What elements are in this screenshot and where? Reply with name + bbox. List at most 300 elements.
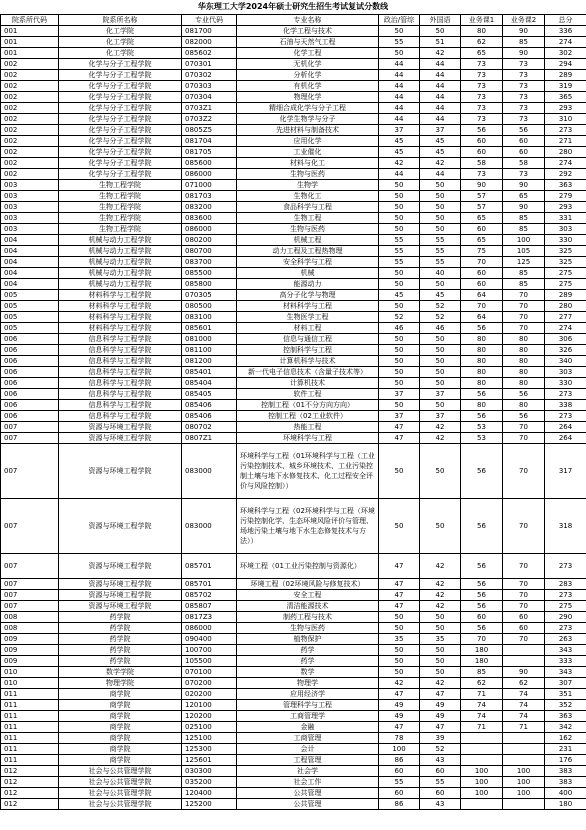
dept-name-cell: 信息科学与工程学院 — [59, 356, 182, 367]
dept-code-cell: 007 — [1, 601, 59, 612]
subject1-score-cell: 60 — [461, 224, 503, 235]
dept-code-cell: 010 — [1, 667, 59, 678]
subject1-score-cell: 64 — [461, 290, 503, 301]
dept-name-cell: 化学与分子工程学院 — [59, 92, 182, 103]
dept-name-cell: 化学与分子工程学院 — [59, 103, 182, 114]
language-score-cell: 44 — [420, 81, 461, 92]
major-code-cell: 085406 — [182, 411, 237, 422]
politics-score-cell: 60 — [379, 788, 420, 799]
dept-code-cell: 012 — [1, 799, 59, 810]
table-row — [1, 323, 586, 334]
major-code-cell: 080700 — [182, 246, 237, 257]
politics-score-cell: 47 — [379, 689, 420, 700]
subject2-score-cell: 70 — [503, 499, 545, 554]
table-row — [1, 656, 586, 667]
total-score-cell: 310 — [545, 114, 586, 125]
politics-score-cell: 50 — [379, 301, 420, 312]
dept-name-cell: 机械与动力工程学院 — [59, 257, 182, 268]
major-code-cell: 081200 — [182, 356, 237, 367]
dept-code-cell: 006 — [1, 411, 59, 422]
major-name-cell: 生物化工 — [237, 191, 379, 202]
politics-score-cell: 60 — [379, 766, 420, 777]
language-score-cell: 50 — [420, 202, 461, 213]
politics-score-cell: 35 — [379, 634, 420, 645]
subject1-score-cell — [461, 744, 503, 755]
dept-code-cell: 007 — [1, 422, 59, 433]
subject2-score-cell: 73 — [503, 59, 545, 70]
table-row — [1, 678, 586, 689]
politics-score-cell: 42 — [379, 678, 420, 689]
total-score-cell: 290 — [545, 612, 586, 623]
politics-score-cell: 44 — [379, 81, 420, 92]
subject1-score-cell: 56 — [461, 499, 503, 554]
major-name-cell: 公共管理 — [237, 788, 379, 799]
table-row — [1, 689, 586, 700]
major-name-cell: 环境科学与工程（02环境科学与工程（环境污染控制化学、生态环境风险评价与管理、场地污染土壤与地下水生态修复技术与方法）） — [237, 499, 379, 554]
subject1-score-cell: 73 — [461, 59, 503, 70]
dept-name-cell: 机械与动力工程学院 — [59, 268, 182, 279]
major-name-cell: 环境科学与工程（01环境科学与工程（工业污染控制技术、城乡环境技术、工业污染控制土壤与地下水修复技术、化工过程安全评价与风险控制）） — [237, 444, 379, 499]
major-code-cell: 071000 — [182, 180, 237, 191]
politics-score-cell: 37 — [379, 411, 420, 422]
table-row — [1, 444, 586, 499]
major-code-cell: 083100 — [182, 312, 237, 323]
major-code-cell: 085401 — [182, 367, 237, 378]
subject2-score-cell: 90 — [503, 26, 545, 37]
language-score-cell: 52 — [420, 312, 461, 323]
major-name-cell: 机械 — [237, 268, 379, 279]
dept-name-cell: 信息科学与工程学院 — [59, 367, 182, 378]
major-code-cell: 105500 — [182, 656, 237, 667]
subject2-score-cell: 100 — [503, 766, 545, 777]
politics-score-cell: 50 — [379, 224, 420, 235]
language-score-cell: 42 — [420, 158, 461, 169]
total-score-cell: 264 — [545, 422, 586, 433]
dept-code-cell: 011 — [1, 711, 59, 722]
subject2-score-cell: 60 — [503, 612, 545, 623]
major-code-cell: 070303 — [182, 81, 237, 92]
dept-code-cell: 005 — [1, 290, 59, 301]
major-name-cell: 先进材料与制备技术 — [237, 125, 379, 136]
table-row — [1, 733, 586, 744]
subject1-score-cell: 56 — [461, 623, 503, 634]
column-header: 总分 — [545, 15, 586, 26]
dept-name-cell: 药学院 — [59, 656, 182, 667]
column-header: 业务课2 — [503, 15, 545, 26]
politics-score-cell: 50 — [379, 356, 420, 367]
subject1-score-cell: 56 — [461, 411, 503, 422]
table-row — [1, 180, 586, 191]
subject2-score-cell: 74 — [503, 700, 545, 711]
major-name-cell: 分析化学 — [237, 70, 379, 81]
subject1-score-cell: 70 — [461, 301, 503, 312]
total-score-cell: 292 — [545, 169, 586, 180]
subject1-score-cell — [461, 755, 503, 766]
major-code-cell: 083700 — [182, 257, 237, 268]
dept-name-cell: 化工学院 — [59, 48, 182, 59]
dept-name-cell: 生物工程学院 — [59, 202, 182, 213]
major-code-cell: 070301 — [182, 59, 237, 70]
major-code-cell: 085807 — [182, 601, 237, 612]
major-code-cell: 081705 — [182, 147, 237, 158]
subject2-score-cell: 70 — [503, 601, 545, 612]
major-name-cell: 工商管理学 — [237, 711, 379, 722]
language-score-cell: 42 — [420, 590, 461, 601]
politics-score-cell: 42 — [379, 158, 420, 169]
subject2-score-cell: 80 — [503, 356, 545, 367]
total-score-cell: 263 — [545, 634, 586, 645]
subject2-score-cell: 70 — [503, 579, 545, 590]
table-row — [1, 422, 586, 433]
subject1-score-cell: 80 — [461, 400, 503, 411]
language-score-cell: 37 — [420, 125, 461, 136]
politics-score-cell: 45 — [379, 136, 420, 147]
major-name-cell: 药学 — [237, 645, 379, 656]
major-name-cell: 药学 — [237, 656, 379, 667]
dept-name-cell: 商学院 — [59, 722, 182, 733]
total-score-cell: 342 — [545, 722, 586, 733]
dept-name-cell: 信息科学与工程学院 — [59, 334, 182, 345]
total-score-cell: 330 — [545, 378, 586, 389]
subject1-score-cell: 64 — [461, 312, 503, 323]
table-row — [1, 667, 586, 678]
subject1-score-cell: 57 — [461, 191, 503, 202]
subject2-score-cell: 70 — [503, 590, 545, 601]
major-code-cell: 081704 — [182, 136, 237, 147]
total-score-cell: 273 — [545, 125, 586, 136]
subject1-score-cell: 65 — [461, 213, 503, 224]
language-score-cell: 50 — [420, 367, 461, 378]
dept-name-cell: 生物工程学院 — [59, 213, 182, 224]
politics-score-cell: 50 — [379, 378, 420, 389]
total-score-cell: 180 — [545, 799, 586, 810]
total-score-cell: 319 — [545, 81, 586, 92]
subject1-score-cell: 80 — [461, 356, 503, 367]
dept-code-cell: 011 — [1, 733, 59, 744]
major-code-cell: 070100 — [182, 667, 237, 678]
subject2-score-cell — [503, 733, 545, 744]
subject2-score-cell: 58 — [503, 158, 545, 169]
language-score-cell: 50 — [420, 645, 461, 656]
subject2-score-cell: 62 — [503, 678, 545, 689]
language-score-cell: 55 — [420, 777, 461, 788]
document-title: 华东理工大学2024年硕士研究生招生考试复试分数线 — [197, 2, 389, 11]
table-row — [1, 612, 586, 623]
language-score-cell: 60 — [420, 788, 461, 799]
total-score-cell: 162 — [545, 733, 586, 744]
language-score-cell: 50 — [420, 378, 461, 389]
subject2-score-cell: 100 — [503, 777, 545, 788]
politics-score-cell: 50 — [379, 202, 420, 213]
dept-code-cell: 009 — [1, 645, 59, 656]
dept-name-cell: 物理学院 — [59, 678, 182, 689]
major-code-cell: 020200 — [182, 689, 237, 700]
dept-name-cell: 社会与公共管理学院 — [59, 766, 182, 777]
dept-name-cell: 化学与分子工程学院 — [59, 147, 182, 158]
major-code-cell: 0703Z1 — [182, 103, 237, 114]
major-code-cell: 085601 — [182, 323, 237, 334]
subject1-score-cell: 56 — [461, 554, 503, 579]
dept-code-cell: 011 — [1, 755, 59, 766]
language-score-cell: 42 — [420, 422, 461, 433]
major-code-cell: 083200 — [182, 202, 237, 213]
dept-name-cell: 材料科学与工程学院 — [59, 301, 182, 312]
table-row — [1, 213, 586, 224]
language-score-cell: 44 — [420, 114, 461, 125]
total-score-cell: 280 — [545, 147, 586, 158]
major-code-cell: 085800 — [182, 279, 237, 290]
total-score-cell: 338 — [545, 400, 586, 411]
language-score-cell: 50 — [420, 444, 461, 499]
subject2-score-cell: 80 — [503, 334, 545, 345]
major-name-cell: 食品科学与工程 — [237, 202, 379, 213]
dept-code-cell: 007 — [1, 444, 59, 499]
subject2-score-cell: 70 — [503, 433, 545, 444]
subject1-score-cell: 180 — [461, 645, 503, 656]
table-body — [1, 26, 586, 810]
major-code-cell: 070302 — [182, 70, 237, 81]
table-row — [1, 378, 586, 389]
major-code-cell: 0703Z2 — [182, 114, 237, 125]
total-score-cell: 176 — [545, 755, 586, 766]
table-row — [1, 766, 586, 777]
major-code-cell: 086000 — [182, 169, 237, 180]
major-code-cell: 085702 — [182, 590, 237, 601]
subject1-score-cell: 80 — [461, 26, 503, 37]
major-name-cell: 生物与医药 — [237, 623, 379, 634]
politics-score-cell: 55 — [379, 257, 420, 268]
language-score-cell: 50 — [420, 667, 461, 678]
subject2-score-cell — [503, 799, 545, 810]
total-score-cell: 302 — [545, 48, 586, 59]
dept-code-cell: 004 — [1, 235, 59, 246]
language-score-cell: 44 — [420, 59, 461, 70]
total-score-cell: 330 — [545, 235, 586, 246]
major-name-cell: 信息与通信工程 — [237, 334, 379, 345]
subject1-score-cell: 100 — [461, 766, 503, 777]
total-score-cell: 352 — [545, 700, 586, 711]
table-row — [1, 202, 586, 213]
dept-code-cell: 002 — [1, 70, 59, 81]
subject1-score-cell: 70 — [461, 634, 503, 645]
total-score-cell: 307 — [545, 678, 586, 689]
table-row — [1, 290, 586, 301]
table-row — [1, 554, 586, 579]
table-row — [1, 722, 586, 733]
table-row — [1, 312, 586, 323]
table-row — [1, 356, 586, 367]
subject1-score-cell: 60 — [461, 268, 503, 279]
politics-score-cell: 50 — [379, 656, 420, 667]
total-score-cell: 264 — [545, 433, 586, 444]
politics-score-cell: 55 — [379, 777, 420, 788]
politics-score-cell: 44 — [379, 70, 420, 81]
dept-name-cell: 生物工程学院 — [59, 191, 182, 202]
total-score-cell: 365 — [545, 92, 586, 103]
politics-score-cell: 50 — [379, 345, 420, 356]
subject2-score-cell: 70 — [503, 323, 545, 334]
language-score-cell: 50 — [420, 623, 461, 634]
subject2-score-cell: 105 — [503, 246, 545, 257]
subject1-score-cell: 53 — [461, 433, 503, 444]
dept-code-cell: 012 — [1, 777, 59, 788]
subject2-score-cell: 56 — [503, 125, 545, 136]
politics-score-cell: 44 — [379, 59, 420, 70]
subject1-score-cell: 53 — [461, 422, 503, 433]
dept-code-cell: 004 — [1, 257, 59, 268]
politics-score-cell: 49 — [379, 711, 420, 722]
major-name-cell: 计算机科学与技术 — [237, 356, 379, 367]
dept-name-cell: 资源与环境工程学院 — [59, 422, 182, 433]
dept-code-cell: 012 — [1, 788, 59, 799]
major-code-cell: 086000 — [182, 623, 237, 634]
table-row — [1, 235, 586, 246]
subject1-score-cell: 60 — [461, 136, 503, 147]
subject2-score-cell: 80 — [503, 400, 545, 411]
table-row — [1, 48, 586, 59]
major-name-cell: 动力工程及工程热物理 — [237, 246, 379, 257]
major-code-cell: 125100 — [182, 733, 237, 744]
subject2-score-cell: 85 — [503, 37, 545, 48]
dept-name-cell: 机械与动力工程学院 — [59, 235, 182, 246]
dept-name-cell: 资源与环境工程学院 — [59, 444, 182, 499]
language-score-cell: 50 — [420, 499, 461, 554]
language-score-cell: 43 — [420, 799, 461, 810]
dept-code-cell: 007 — [1, 499, 59, 554]
politics-score-cell: 50 — [379, 268, 420, 279]
politics-score-cell: 50 — [379, 48, 420, 59]
politics-score-cell: 37 — [379, 389, 420, 400]
major-name-cell: 物理化学 — [237, 92, 379, 103]
dept-name-cell: 化学与分子工程学院 — [59, 169, 182, 180]
major-name-cell: 金融 — [237, 722, 379, 733]
subject2-score-cell: 73 — [503, 92, 545, 103]
subject1-score-cell: 56 — [461, 590, 503, 601]
politics-score-cell: 47 — [379, 433, 420, 444]
politics-score-cell: 50 — [379, 191, 420, 202]
total-score-cell: 273 — [545, 554, 586, 579]
dept-name-cell: 资源与环境工程学院 — [59, 601, 182, 612]
language-score-cell: 45 — [420, 290, 461, 301]
major-name-cell: 工业催化 — [237, 147, 379, 158]
dept-code-cell: 002 — [1, 136, 59, 147]
dept-code-cell: 003 — [1, 224, 59, 235]
major-name-cell: 机械工程 — [237, 235, 379, 246]
politics-score-cell: 50 — [379, 180, 420, 191]
subject1-score-cell: 62 — [461, 37, 503, 48]
major-code-cell: 085701 — [182, 579, 237, 590]
table-row — [1, 268, 586, 279]
politics-score-cell: 52 — [379, 312, 420, 323]
language-score-cell: 42 — [420, 579, 461, 590]
subject2-score-cell: 60 — [503, 136, 545, 147]
major-code-cell: 081000 — [182, 334, 237, 345]
major-name-cell: 环境工程（02环境风险与修复技术） — [237, 579, 379, 590]
table-row — [1, 224, 586, 235]
dept-code-cell: 001 — [1, 48, 59, 59]
dept-name-cell: 化学与分子工程学院 — [59, 70, 182, 81]
language-score-cell: 42 — [420, 48, 461, 59]
language-score-cell: 55 — [420, 257, 461, 268]
subject2-score-cell: 70 — [503, 634, 545, 645]
table-row — [1, 777, 586, 788]
table-row — [1, 169, 586, 180]
subject2-score-cell: 73 — [503, 169, 545, 180]
total-score-cell: 317 — [545, 444, 586, 499]
politics-score-cell: 50 — [379, 334, 420, 345]
dept-name-cell: 药学院 — [59, 645, 182, 656]
language-score-cell: 51 — [420, 37, 461, 48]
major-code-cell: 083000 — [182, 444, 237, 499]
total-score-cell: 325 — [545, 257, 586, 268]
major-code-cell: 090400 — [182, 634, 237, 645]
politics-score-cell: 46 — [379, 323, 420, 334]
major-code-cell: 085500 — [182, 268, 237, 279]
column-header: 院系所名称 — [59, 15, 182, 26]
subject1-score-cell: 56 — [461, 125, 503, 136]
dept-code-cell: 003 — [1, 202, 59, 213]
politics-score-cell: 44 — [379, 114, 420, 125]
language-score-cell: 55 — [420, 235, 461, 246]
subject1-score-cell: 62 — [461, 678, 503, 689]
language-score-cell: 39 — [420, 733, 461, 744]
politics-score-cell: 86 — [379, 755, 420, 766]
major-code-cell: 085406 — [182, 400, 237, 411]
dept-code-cell: 001 — [1, 26, 59, 37]
subject2-score-cell: 90 — [503, 667, 545, 678]
subject2-score-cell: 100 — [503, 788, 545, 799]
table-row — [1, 711, 586, 722]
subject2-score-cell: 90 — [503, 48, 545, 59]
politics-score-cell: 50 — [379, 645, 420, 656]
language-score-cell: 50 — [420, 345, 461, 356]
subject2-score-cell: 60 — [503, 147, 545, 158]
dept-code-cell: 010 — [1, 678, 59, 689]
subject2-score-cell: 73 — [503, 70, 545, 81]
dept-code-cell: 002 — [1, 158, 59, 169]
table-row — [1, 37, 586, 48]
table-row — [1, 59, 586, 70]
politics-score-cell: 47 — [379, 579, 420, 590]
total-score-cell: 275 — [545, 601, 586, 612]
dept-code-cell: 006 — [1, 400, 59, 411]
politics-score-cell: 50 — [379, 213, 420, 224]
subject1-score-cell: 74 — [461, 700, 503, 711]
subject2-score-cell: 125 — [503, 257, 545, 268]
dept-code-cell: 004 — [1, 246, 59, 257]
major-name-cell: 有机化学 — [237, 81, 379, 92]
dept-code-cell: 011 — [1, 722, 59, 733]
politics-score-cell: 50 — [379, 444, 420, 499]
politics-score-cell: 47 — [379, 722, 420, 733]
subject1-score-cell: 100 — [461, 777, 503, 788]
language-score-cell: 50 — [420, 612, 461, 623]
table-row — [1, 590, 586, 601]
total-score-cell: 333 — [545, 656, 586, 667]
major-name-cell: 工商管理 — [237, 733, 379, 744]
subject1-score-cell: 90 — [461, 180, 503, 191]
dept-code-cell: 001 — [1, 37, 59, 48]
subject1-score-cell: 75 — [461, 246, 503, 257]
table-row — [1, 623, 586, 634]
major-name-cell: 社会学 — [237, 766, 379, 777]
major-name-cell: 无机化学 — [237, 59, 379, 70]
language-score-cell: 55 — [420, 246, 461, 257]
table-row — [1, 70, 586, 81]
major-code-cell: 085405 — [182, 389, 237, 400]
major-code-cell: 125601 — [182, 755, 237, 766]
table-row — [1, 367, 586, 378]
